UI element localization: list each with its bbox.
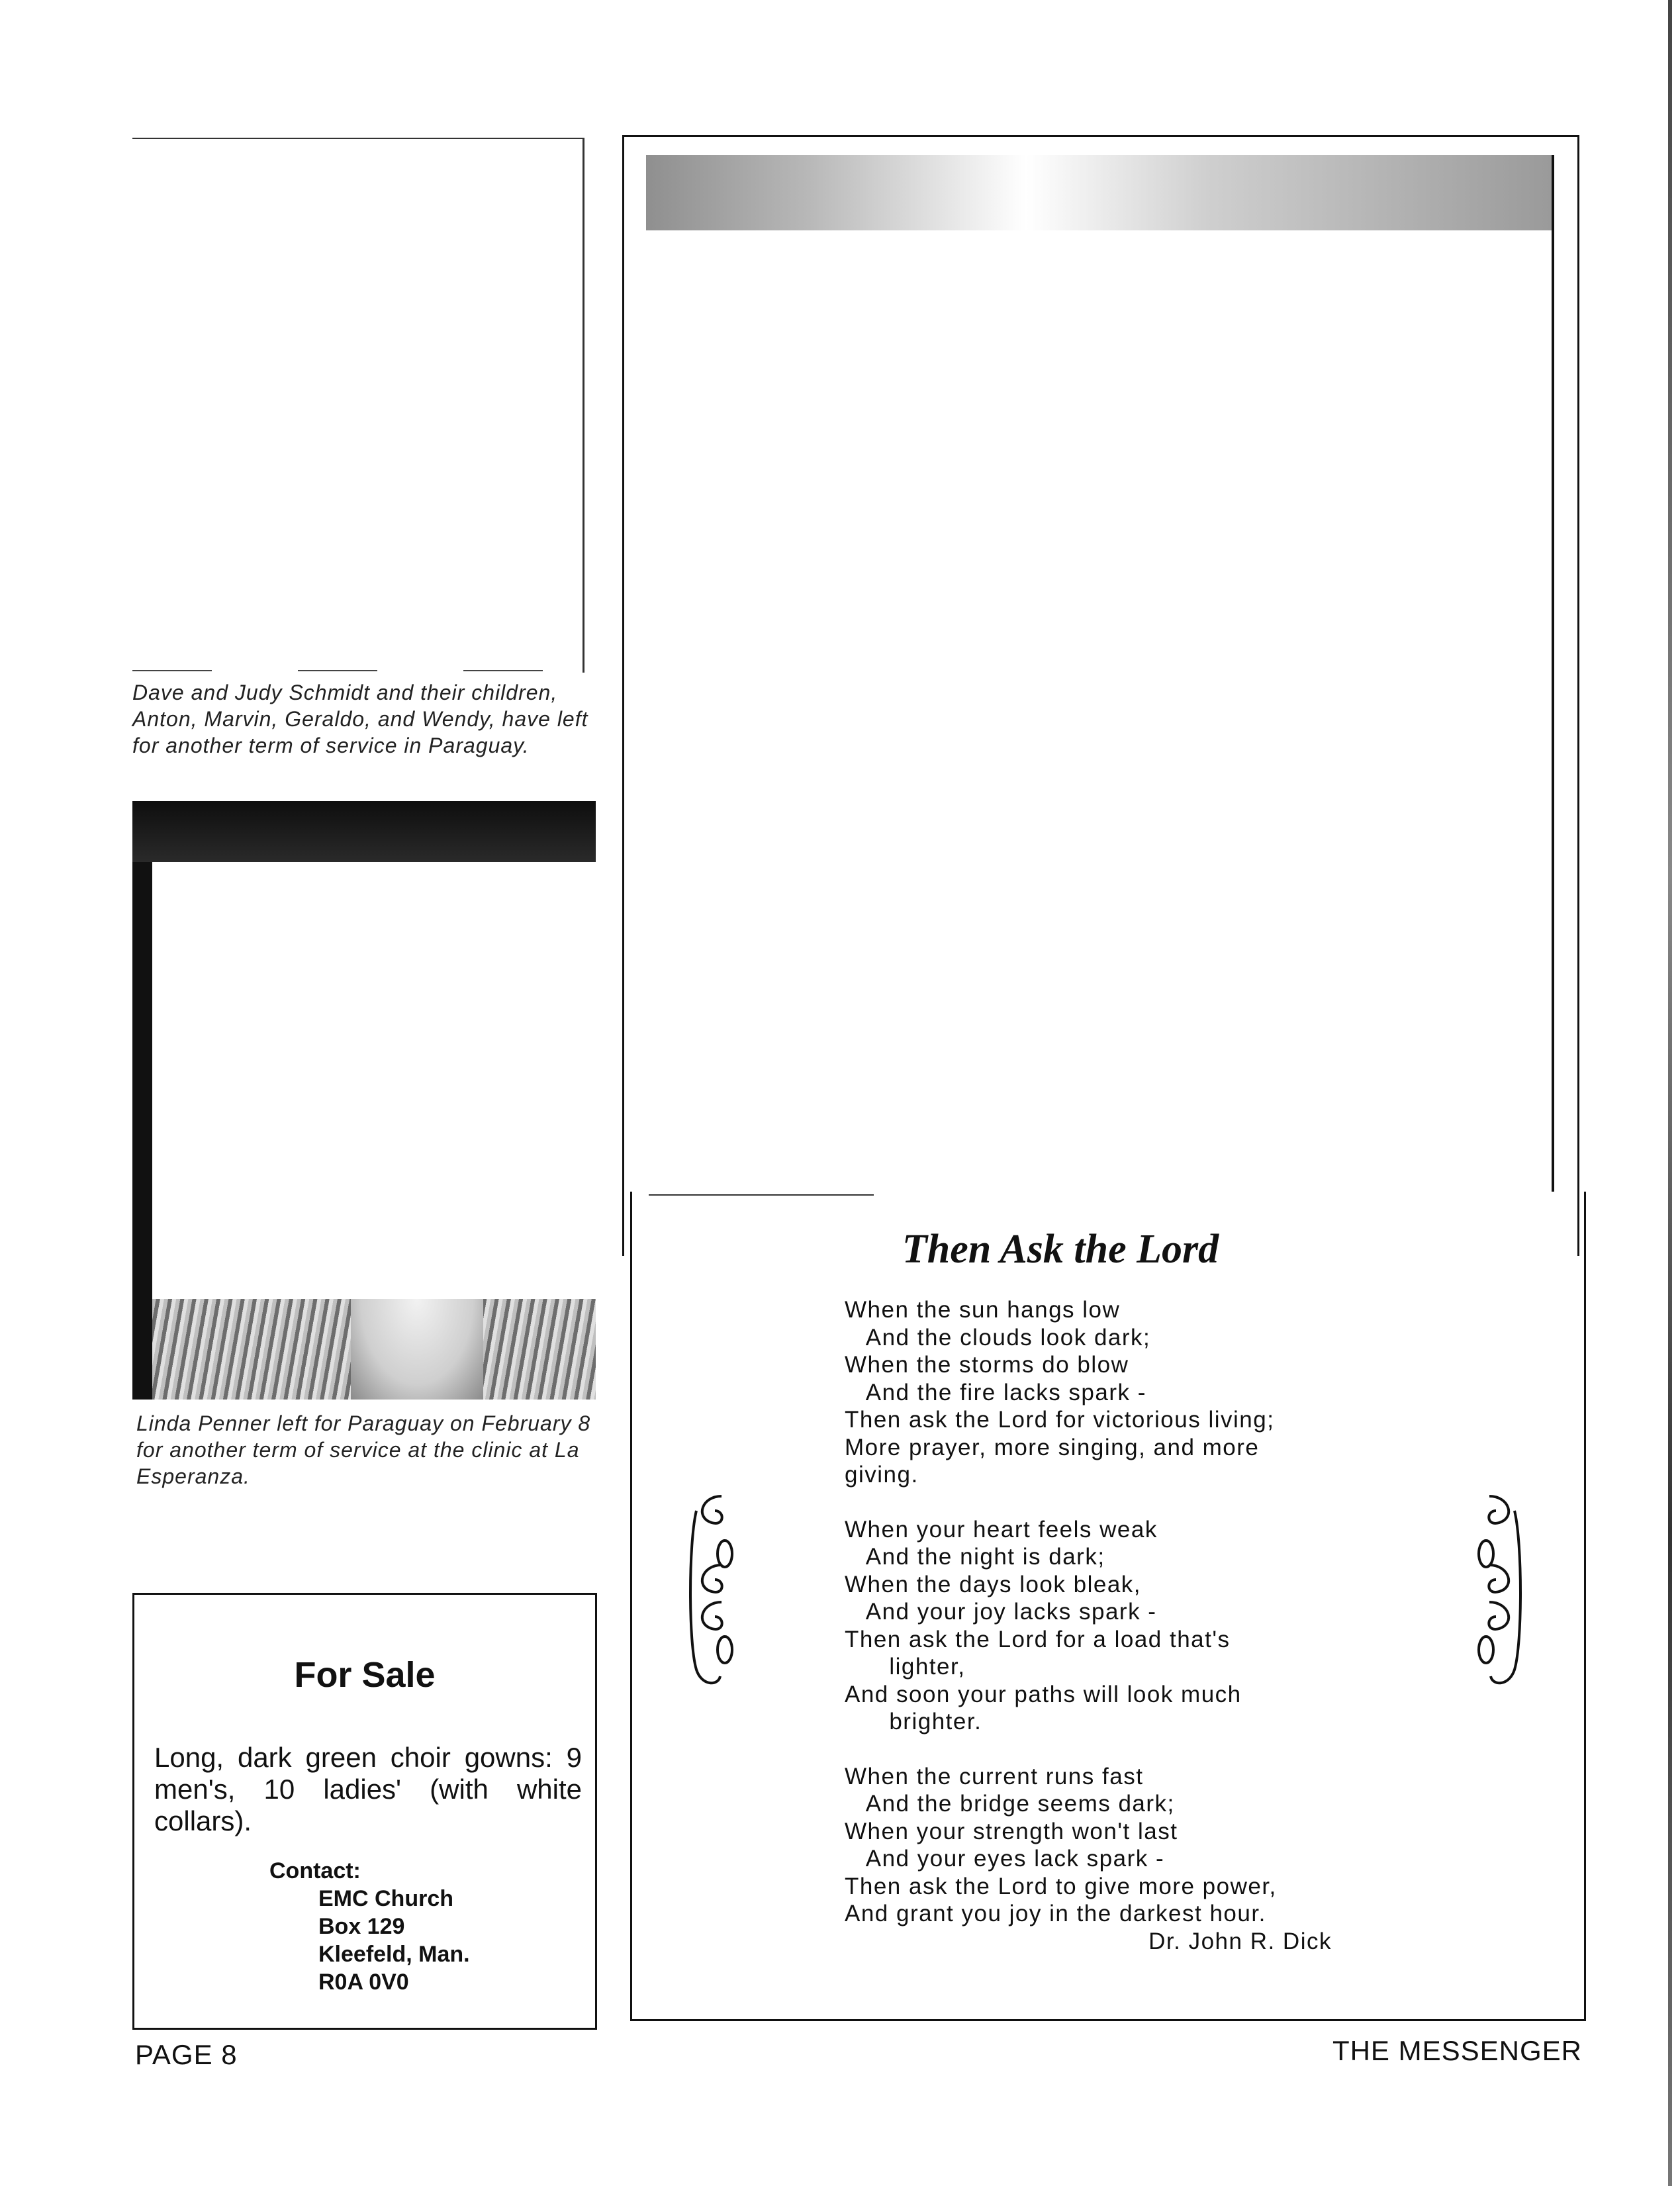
contact-line: Kleefeld, Man. (318, 1942, 470, 1967)
poem-line: And the fire lacks spark - (845, 1379, 1146, 1405)
poem-line: And the night is dark; (845, 1544, 1105, 1570)
contact-line: Box 129 (318, 1914, 405, 1939)
page-number: PAGE 8 (135, 2039, 238, 2070)
penner-caption: Linda Penner left for Paraguay on February 8 for another term of service at the clinic at La Esperanza. (136, 1411, 591, 1488)
poem-line: And the clouds look dark; (845, 1324, 1151, 1351)
poem-line: More prayer, more singing, and more (845, 1434, 1260, 1460)
poem-line: And grant you joy in the darkest hour. (845, 1901, 1266, 1926)
schmidt-caption: Dave and Judy Schmidt and their children, Anton, Marvin, Geraldo, and Wendy, have left for another term of service in Paraguay. (132, 681, 588, 757)
poem-line: Then ask the Lord for victorious living; (845, 1407, 1275, 1433)
penner-photo-neck (351, 1299, 483, 1400)
poem-line: When your heart feels weak (845, 1516, 1158, 1543)
poem-stanza-3 (845, 1763, 1334, 1928)
poem-line: And soon your paths will look much (845, 1681, 1242, 1707)
contact-address (318, 1885, 470, 1996)
poem-title: Then Ask the Lord (902, 1227, 1219, 1272)
for-sale-box (132, 1593, 597, 2030)
penner-photo-top-band (132, 801, 596, 862)
poem-line: And the bridge seems dark; (845, 1791, 1175, 1817)
poem-stanza-1 (845, 1296, 1334, 1489)
publication-name: THE MESSENGER (1332, 2035, 1582, 2066)
penner-photo (132, 801, 596, 1400)
poem-line: When the storms do blow (845, 1352, 1129, 1378)
scan-edge (1668, 0, 1672, 2186)
contact-line: EMC Church (318, 1886, 453, 1911)
poem-line: And your joy lacks spark - (845, 1599, 1157, 1625)
poem-author: Dr. John R. Dick (1148, 1928, 1332, 1954)
contact-line: R0A 0V0 (318, 1970, 409, 1995)
poem-line: When the current runs fast (845, 1763, 1144, 1789)
poem-line: When your strength won't last (845, 1818, 1178, 1844)
large-photo (646, 155, 1554, 1192)
poem-line: lighter, (845, 1654, 966, 1680)
poem-line: When the days look bleak, (845, 1571, 1142, 1597)
poem-line: When the sun hangs low (845, 1297, 1121, 1323)
for-sale-description: Long, dark green choir gowns: 9 men's, 10 ladies' (with white collars). (154, 1742, 582, 1836)
schmidt-photo (132, 138, 584, 673)
schmidt-photo-bottom-edge (132, 670, 583, 671)
poem-line: Then ask the Lord to give more power, (845, 1873, 1277, 1899)
left-scroll-ornament-icon (688, 1491, 741, 1689)
contact-label: Contact: (269, 1858, 361, 1883)
poem-stanza-2 (845, 1516, 1334, 1736)
poem-line: And your eyes lack spark - (845, 1846, 1165, 1872)
right-scroll-ornament-icon (1470, 1491, 1522, 1689)
penner-photo-blank (152, 862, 596, 1299)
large-photo-gradient-band (646, 155, 1552, 230)
for-sale-title: For Sale (294, 1655, 436, 1695)
poem-line: giving. (845, 1462, 919, 1488)
poem-text (845, 1296, 1334, 1955)
poem-line: Then ask the Lord for a load that's (845, 1626, 1231, 1652)
poem-line: brighter. (845, 1709, 982, 1735)
